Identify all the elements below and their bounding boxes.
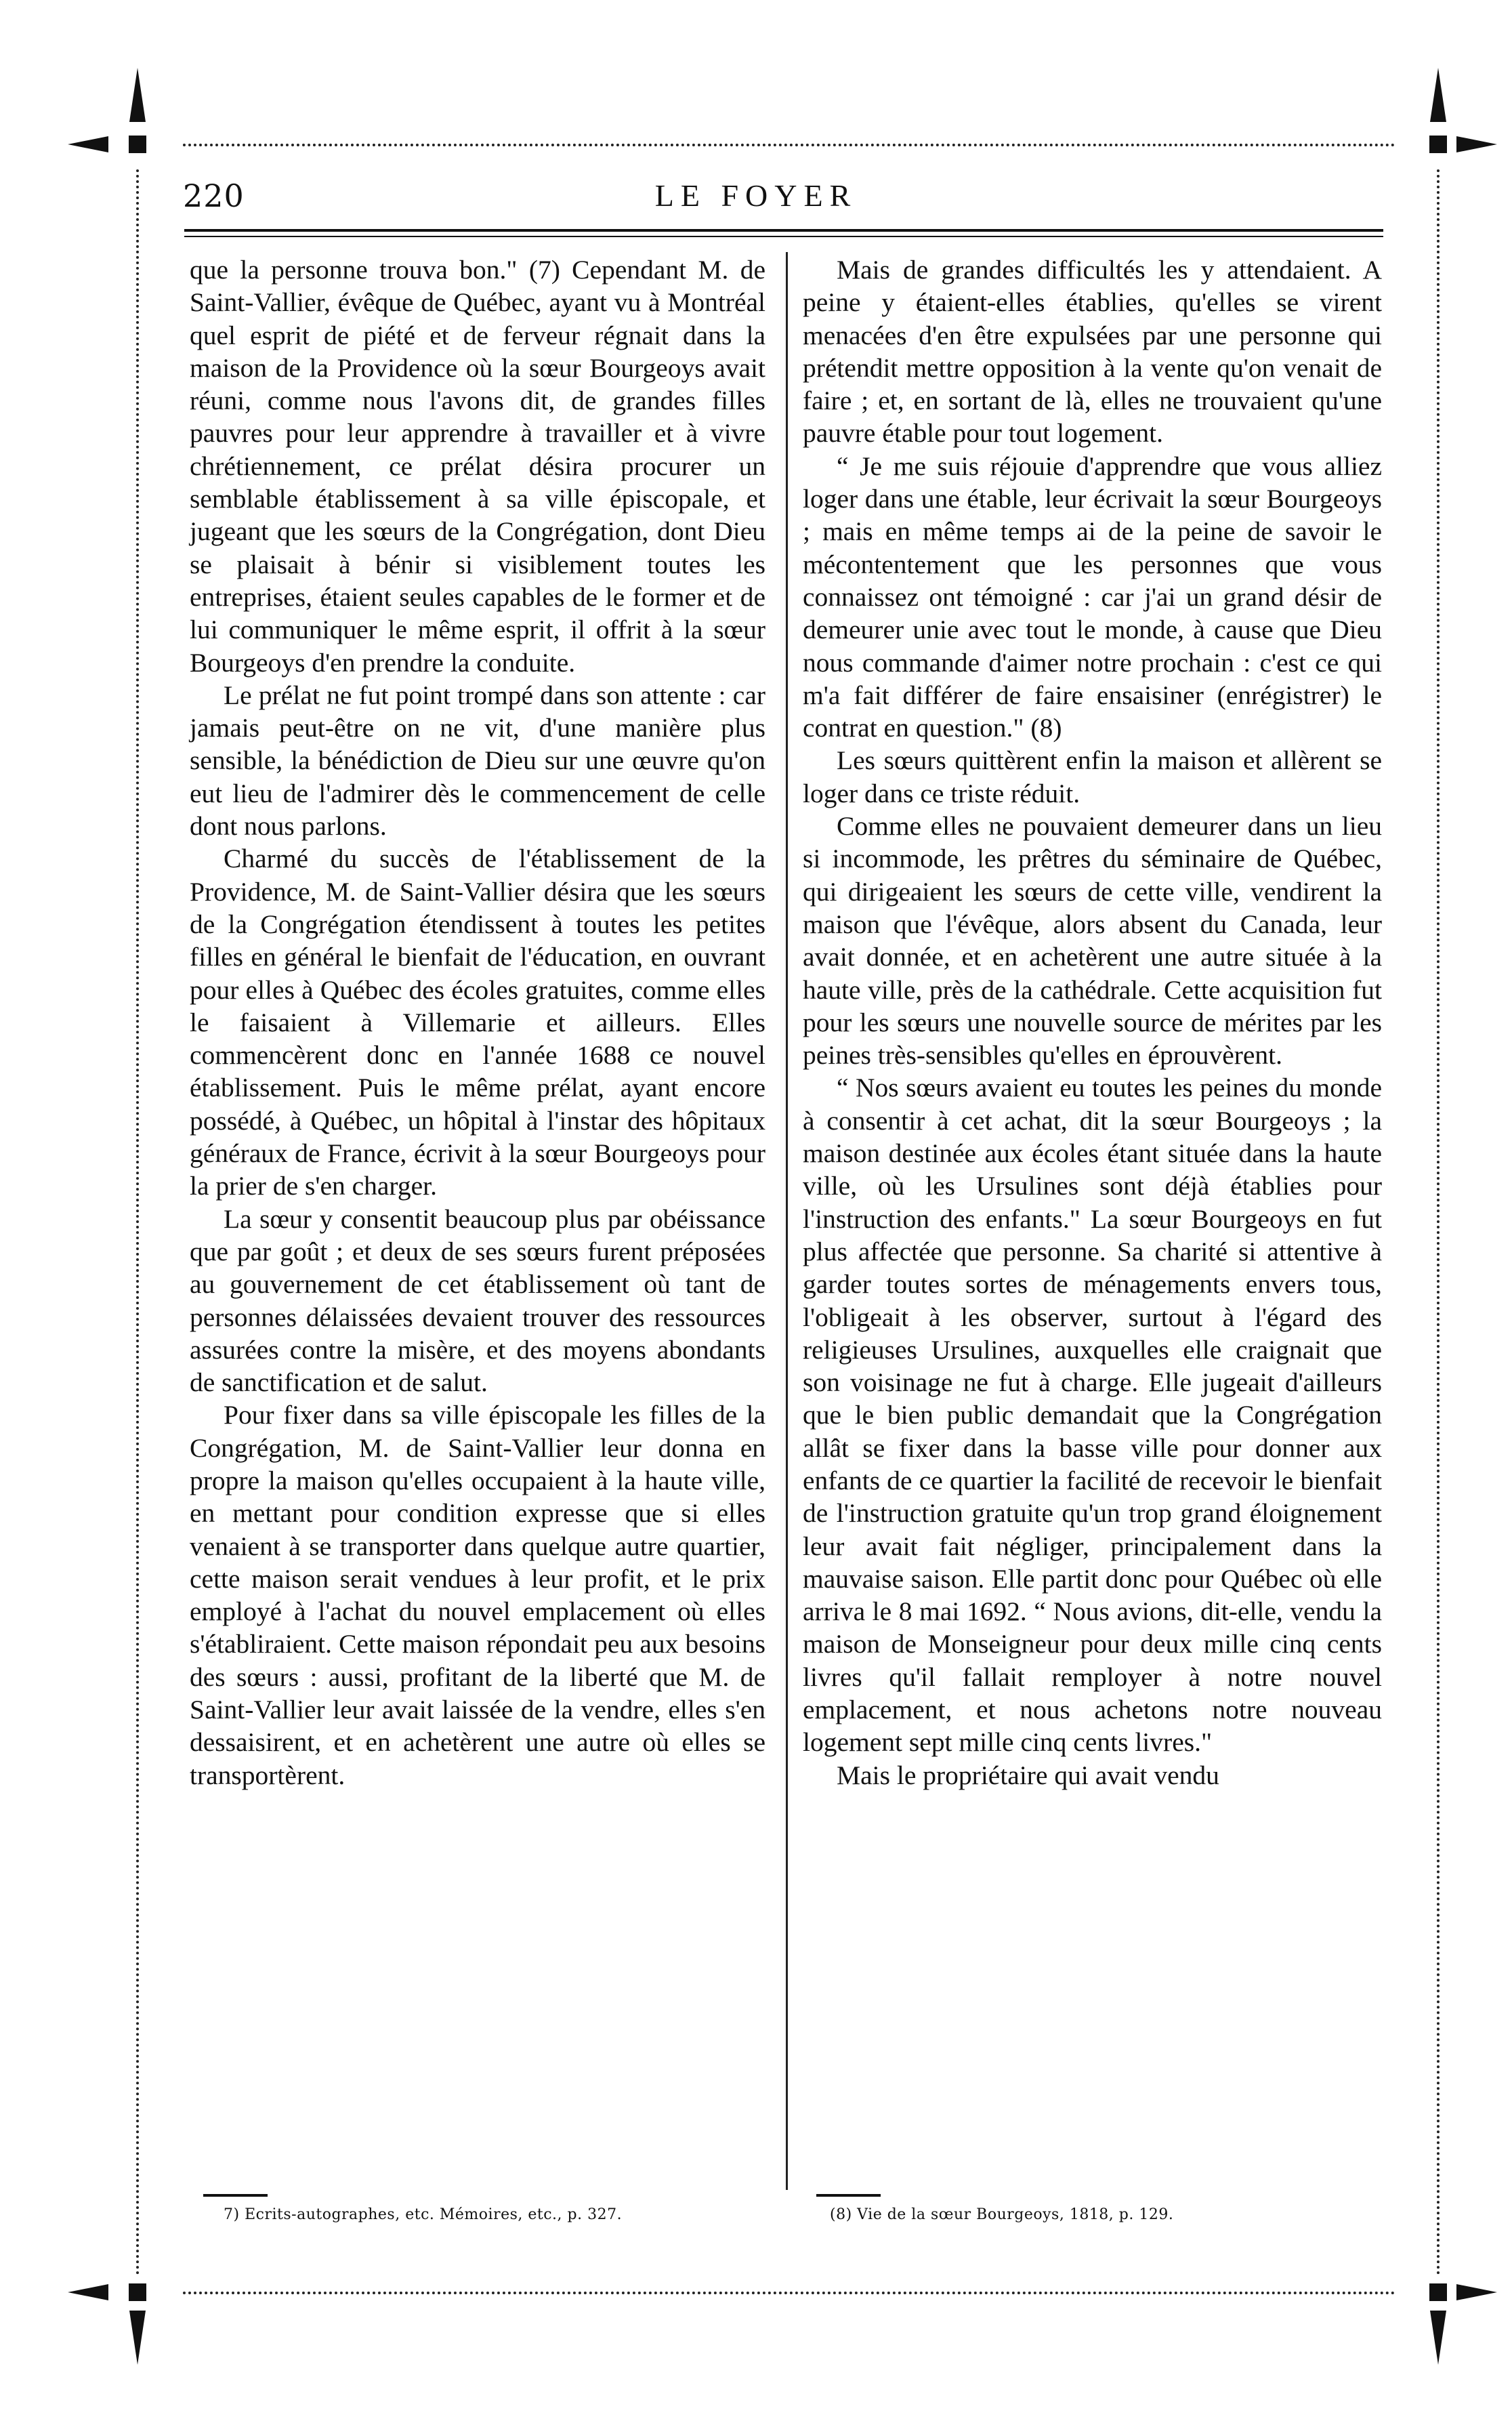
paragraph: que la personne trouva bon." (7) Cependant M. de Saint-Vallier, évêque de Québec, ayant vu à Montréal quel esprit de piété et de ferveur régnait dans la maison de la Providence où la sœur Bourgeoys avait réuni, comme nous l'avons dit, de grandes filles pauvres pour leur apprendre à travailler et à vivre chrétiennement, ce prélat désira procurer un semblable établissement à sa ville épiscopale, et jugeant que les sœurs de la Congrégation, dont Dieu se plaisait à bénir si visiblement toutes les entreprises, étaient seules capables de le former et de lui communiquer le même esprit, il offrit à la sœur Bourgeoys d'en prendre la conduite. xyxy=(190,255,765,678)
ornament-arrow-down-icon xyxy=(1430,2311,1446,2365)
frame-corner-bottom-right xyxy=(1429,2283,1447,2301)
paragraph: Comme elles ne pouvaient demeurer dans un lieu si incommode, les prêtres du séminaire de Québec, qui dirigeaient les sœurs de cette ville, vendirent la maison que l'évêque, alors absent du Canada, leur avait donnée, et en achetèrent une autre située à la haute ville, près de la cathédrale. Cette acquisition fut pour les sœurs une nouvelle source de mérites par les peines très-sensibles qu'elles en éprouvèrent. xyxy=(803,811,1382,1071)
running-title: LE FOYER xyxy=(654,178,858,213)
header-rule xyxy=(184,229,1383,232)
ornament-arrow-up-icon xyxy=(1430,68,1446,122)
paragraph: Charmé du succès de l'établissement de la Providence, M. de Saint-Vallier désira que les sœurs de la Congrégation étendissent à toutes les petites filles en général le bienfait de l'éducation, en ouvrant pour elles à Québec des écoles gratuites, comme elles le faisaient à Villemarie et ailleurs. Elles commencèrent donc en l'année 1688 ce nouvel établissement. Puis le même prélat, ayant encore possédé, à Québec, un hôpital à l'instar des hôpitaux généraux de France, écrivit à la sœur Bourgeoys pour la prier de s'en charger. xyxy=(190,844,765,1201)
footnote-7: 7) Ecrits-autographes, etc. Mémoires, etc., p. 327. xyxy=(224,2206,623,2223)
paragraph: Le prélat ne fut point trompé dans son attente : car jamais peut-être on ne vit, d'une manière plus sensible, la bénédiction de Dieu sur une œuvre qu'on eut lieu de l'admirer dès le commencement de celle dont nous parlons. xyxy=(190,680,765,842)
right-column xyxy=(803,253,1382,1792)
ornament-arrow-right-icon xyxy=(1456,136,1497,152)
page-number: 220 xyxy=(183,178,245,214)
ornament-arrow-right-icon xyxy=(1456,2284,1497,2300)
frame-corner-top-right xyxy=(1429,136,1447,153)
frame-right-border xyxy=(1437,169,1440,2277)
ornament-arrow-left-icon xyxy=(68,2284,108,2300)
paragraph: La sœur y consentit beaucoup plus par obéissance que par goût ; et deux de ses sœurs furent préposées au gouvernement de cet établissement où tant de personnes délaissées devaient trouver des ressources assurées contre la misère, et des moyens abondants de sanctification et de salut. xyxy=(190,1203,765,1398)
frame-bottom-border xyxy=(183,2292,1395,2294)
ornament-arrow-down-icon xyxy=(129,2311,146,2365)
paragraph: “ Nos sœurs avaient eu toutes les peines du monde à consentir à cet achat, dit la sœur Bourgeoys ; la maison destinée aux écoles étant située dans la haute ville, où les Ursulines sont déjà établies pour l'instruction des enfants." La sœur Bourgeoys en fut plus affectée que personne. Sa charité si attentive à garder toutes sortes de ménagements envers tous, l'obligeait à les observer, surtout à l'égard des religieuses Ursulines, auxquelles elle craignait que son voisinage ne fut à charge. Elle jugeait d'ailleurs que le bien public demandait que la Congrégation allât se fixer dans la basse ville pour donner aux enfants de ce quartier la facilité de recevoir le bienfait de l'instruction gratuite qu'un trop grand éloignement leur avait fait négliger, principalement dans la mauvaise saison. Elle partit donc pour Québec où elle arriva le 8 mai 1692. “ Nous avions, dit-elle, vendu la maison de Monseigneur pour deux mille cinq cents livres qu'il fallait remployer à notre nouvel emplacement, et nous achetons notre nouveau logement sept mille cinq cents livres." xyxy=(803,1073,1382,1758)
header-rule xyxy=(184,236,1383,237)
frame-corner-bottom-left xyxy=(129,2283,146,2301)
footnote-rule xyxy=(203,2194,268,2197)
paragraph: “ Je me suis réjouie d'apprendre que vous alliez loger dans une étable, leur écrivait la sœur Bourgeoys ; mais en même temps ai de la peine de savoir le mécontentement que les personnes que vous connaissez ont témoigné : car j'ai un grand désir de demeurer unie avec tout le monde, à cause que Dieu nous commande d'aimer notre prochain : c'est ce qui m'a fait différer de faire ensaisiner (enrégistrer) le contrat en question." (8) xyxy=(803,451,1382,743)
frame-corner-top-left xyxy=(129,136,146,153)
left-column xyxy=(190,253,765,1792)
ornament-arrow-left-icon xyxy=(68,136,108,152)
footnote-8: (8) Vie de la sœur Bourgeoys, 1818, p. 129. xyxy=(830,2206,1174,2223)
frame-top-border xyxy=(183,144,1395,146)
paragraph: Les sœurs quittèrent enfin la maison et allèrent se loger dans ce triste réduit. xyxy=(803,745,1382,808)
column-divider xyxy=(786,252,788,2190)
paragraph: Mais le propriétaire qui avait vendu xyxy=(837,1760,1219,1790)
paragraph: Pour fixer dans sa ville épiscopale les filles de la Congrégation, M. de Saint-Vallier leur donna en propre la maison qu'elles occupaient à la haute ville, en mettant pour condition expresse que si elles venaient à se transporter dans quelque autre quartier, cette maison serait vendues à leur profit, et le prix employé à l'achat du nouvel emplacement où elles s'établiraient. Cette maison répondait peu aux besoins des sœurs : aussi, profitant de la liberté que M. de Saint-Vallier leur avait laissée de la vendre, elles s'en dessaisirent, et en achetèrent une autre où elles se transportèrent. xyxy=(190,1400,765,1790)
frame-left-border xyxy=(136,169,139,2277)
ornament-arrow-up-icon xyxy=(129,68,146,122)
footnote-rule xyxy=(816,2194,881,2197)
paragraph: Mais de grandes difficultés les y attendaient. A peine y étaient-elles établies, qu'elles se virent menacées d'en être expulsées par une personne qui prétendit mettre opposition à la vente qu'on venait de faire ; et, en sortant de là, elles ne trouvaient qu'une pauvre étable pour tout logement. xyxy=(803,255,1382,449)
